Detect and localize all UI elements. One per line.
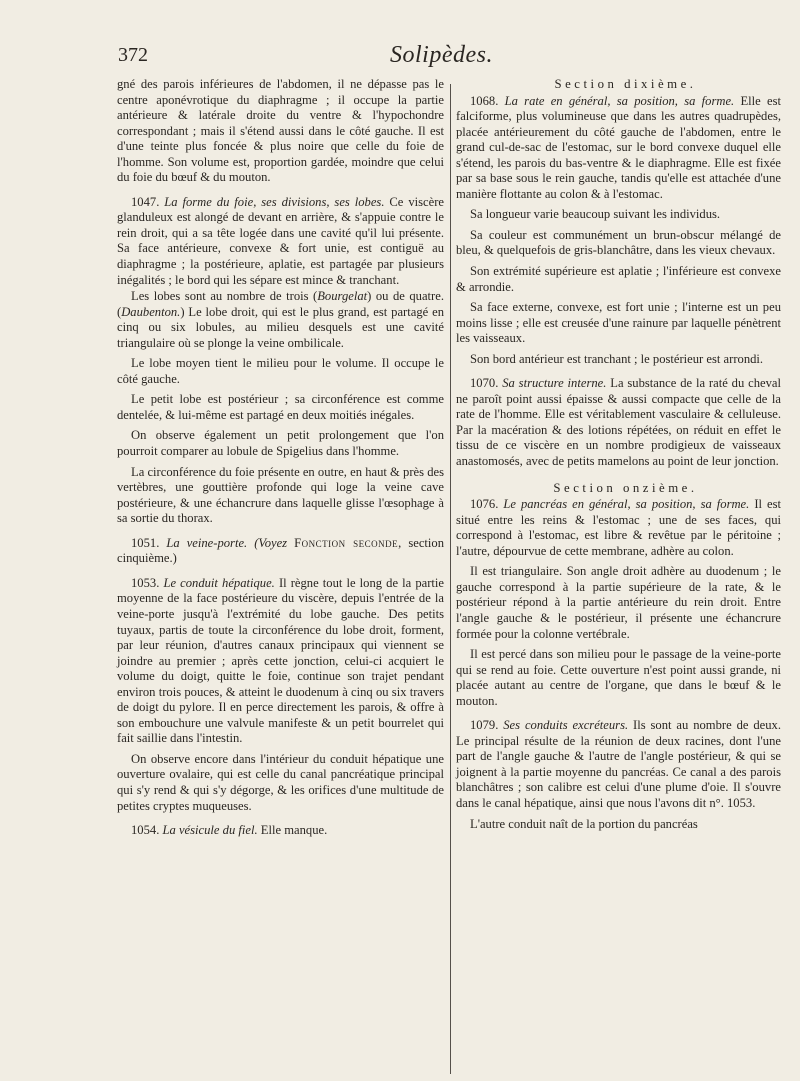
article-heading: Sa structure interne.	[502, 376, 607, 391]
cross-reference: (Voyez	[254, 535, 288, 550]
article-1047	[117, 195, 444, 288]
article-heading: Ses conduits excréteurs.	[503, 718, 629, 733]
left-column	[117, 77, 444, 840]
article-text: Ce viscère glanduleux est alongé de devant en arrière, & s'appuie contre le rein droit, qui a sa tête logée dans une cavité qu'il lui présente. Sa face antérieure, convexe & fort unie, est contiguë au diaphragme ; la postérieure, aplatie, est partagée par plusieurs inégalités ; le bord qui les sépare est mince & tranchant.	[117, 194, 444, 287]
paragraph-petit-lobe: Le petit lobe est postérieur ; sa circonférence est comme dentelée, & lui-même est partagé en deux moitiés inégales.	[117, 392, 444, 422]
article-number: 1051.	[131, 535, 160, 550]
page-number: 372	[118, 44, 148, 66]
article-number: 1053.	[131, 575, 160, 590]
paragraph-lobes	[117, 289, 444, 351]
article-heading: Le pancréas en général, sa position, sa forme.	[503, 497, 750, 512]
article-1051	[117, 536, 444, 567]
article-text: Elle est falciforme, plus volumineuse que dans les autres quadrupèdes, placée antérieurement du côté gauche de l'abdomen, entre le grand cul-de-sac de l'estomac, sur le bord convexe duquel elle s'étend, les parois du bas-ventre & le diaphragme. Elle est fixée par sa base sous le rein gauche, tandis qu'elle est attachée d'une manière flottante au colon & à l'estomac.	[456, 93, 781, 201]
article-heading: La vésicule du fiel.	[162, 823, 258, 838]
section-heading-dixieme: Section dixième.	[554, 77, 697, 91]
article-heading: La forme du foie, ses divisions, ses lobes.	[164, 194, 385, 209]
paragraph-extremite: Son extrémité supérieure est aplatie ; l'inférieure est convexe & arrondie.	[456, 264, 781, 294]
article-number: 1054.	[131, 823, 160, 838]
paragraph-lobe-moyen: Le lobe moyen tient le milieu pour le volume. Il occupe le côté gauche.	[117, 356, 444, 386]
article-1053	[117, 576, 444, 747]
article-1070	[456, 376, 781, 469]
article-1068	[456, 94, 781, 203]
citation-daubenton: Daubenton.	[121, 304, 181, 319]
citation-bourgelat: Bourgelat	[317, 289, 368, 304]
article-text: Il règne tout le long de la partie moyenne de la face postérieure du viscère, depuis l'entrée de la veine-porte jusqu'à l'extrémité du lobe gauche. Des petits tuyaux, partis de toute la circonférence du lobe droit, forment, par leur réunion, d'autres canaux principaux qui viennent se joindre au premier ; après cette jonction, celui-ci acquiert le volume du doigt, quitte le foie, continue son trajet pendant environ trois pouces, & atteint le duodenum à cinq ou six travers de doigt du pylore. Il en perce directement les parois, & offre à son embouchure une valvule manifeste & un petit bourrelet qui fait saillie dans l'intestin.	[117, 575, 444, 746]
paragraph-autre-conduit: L'autre conduit naît de la portion du pancréas	[470, 816, 698, 831]
article-text: La substance de la raté du cheval ne paroît point aussi épaisse & aussi compacte que celle de la rate de l'homme. Elle est véritablement vasculaire & celluleuse. Par la macération & des lotions répétées, on réduit en effet le tissu de ce viscère en un nombre prodigieux de vaisseaux anastomosés, avec de petits mamelons au point de leur jonction.	[456, 376, 781, 469]
article-heading: Le conduit hépatique.	[163, 575, 275, 590]
running-title: Solipèdes.	[390, 42, 493, 68]
article-number: 1068.	[470, 93, 499, 108]
page-header	[118, 38, 698, 78]
paragraph-circonference: La circonférence du foie présente en outre, en haut & près des vertèbres, une gouttière profonde qui loge la veine cave postérieure, & une échancrure dans laquelle glisse l'œsophage à sa sortie du thorax.	[117, 464, 444, 526]
article-number: 1047.	[131, 194, 160, 209]
article-number: 1079.	[470, 718, 499, 733]
article-heading: La veine-porte.	[166, 535, 248, 550]
article-number: 1076.	[470, 497, 499, 512]
article-1079	[456, 718, 781, 811]
article-1054	[117, 823, 444, 839]
paragraph-couleur: Sa couleur est communément un brun-obscur mélangé de bleu, & quelquefois de gris-blanchâtre, dans les vieux chevaux.	[456, 227, 781, 258]
article-text: Ils sont au nombre de deux. Le principal résulte de la réunion de deux racines, dont l'une part de l'angle gauche & l'autre de l'angle postérieur, & qui se joignent à la partie moyenne du pancréas. Ce canal a des parois blanchâtres ; son calibre est celui d'une plume d'oie. Il s'ouvre dans le canal hépatique, ainsi que nous l'avons dit n°. 1053.	[456, 718, 782, 810]
paragraph-longueur: Sa longueur varie beaucoup suivant les individus.	[470, 207, 721, 222]
paragraph-faces: Sa face externe, convexe, est fort unie ; l'interne est un peu moins lisse ; elle est creusée d'une rainure par laquelle pénètrent les vaisseaux.	[456, 300, 781, 346]
paragraph-text: ) Le lobe droit, qui est le plus grand, est partagé en cinq ou six lobules, au milieu desquels est une cavité triangulaire où se plonge la veine ombilicale.	[117, 304, 444, 350]
column-divider	[450, 84, 451, 1074]
article-text: Il est situé entre les reins & l'estomac ; une de ses faces, qui correspond à l'estomac, est libre & revêtue par le péritoine ; l'autre, dépourvue de cette membrane, adhère au colon.	[456, 497, 782, 558]
paragraph-canal-pancreatique: On observe encore dans l'intérieur du conduit hépatique une ouverture ovalaire, qui est celle du canal pancréatique principal qui s'y rend & qui s'y dégorge, & les orifices d'une multitude de petites cryptes muqueuses.	[117, 751, 444, 813]
section-heading-onzieme: Section onzième.	[553, 480, 698, 495]
article-text: Elle manque.	[260, 823, 328, 838]
paragraph-continuation: gné des parois inférieures de l'abdomen, il ne dépasse pas le centre aponévrotique du diaphragme ; il occupe la partie antérieure & latérale droite du ventre & l'hypochondre correspondant ; mais il s'étend aussi dans le côté gauche. Il est d'une teinte plus foncée & plus noire que celle du foie de l'homme. Son volume est, proportion gardée, moindre que celui du foie du bœuf & du mouton.	[117, 77, 444, 185]
right-column	[456, 77, 781, 833]
article-1076	[456, 497, 781, 559]
article-heading: La rate en général, sa position, sa forme.	[504, 93, 735, 108]
paragraph-perce: Il est percé dans son milieu pour le passage de la veine-porte qui se rend au foie. Cette ouverture n'est point aussi grande, ni placée autant au centre de l'organe, que dans le bœuf & le mouton.	[456, 647, 781, 708]
paragraph-bords: Son bord antérieur est tranchant ; le postérieur est arrondi.	[470, 351, 764, 366]
paragraph-text: Les lobes sont au nombre de trois (	[131, 289, 318, 304]
cross-reference-target: Fonction seconde	[294, 535, 399, 550]
cross-reference-section: , section cinquième.)	[117, 535, 444, 566]
paragraph-triangulaire: Il est triangulaire. Son angle droit adhère au duodenum ; le gauche correspond à la partie supérieure de la rate, & le postérieur répond à la partie antérieure du rein droit. Entre l'angle gauche & le postérieur, il présente une échancrure formée pour la colonne vertébrale.	[456, 564, 781, 641]
paragraph-text: ) ou de quatre. (	[117, 289, 444, 319]
paragraph-prolongement: On observe également un petit prolongement que l'on pourroit comparer au lobule de Spigelius dans l'homme.	[117, 428, 444, 459]
article-number: 1070.	[470, 376, 499, 391]
